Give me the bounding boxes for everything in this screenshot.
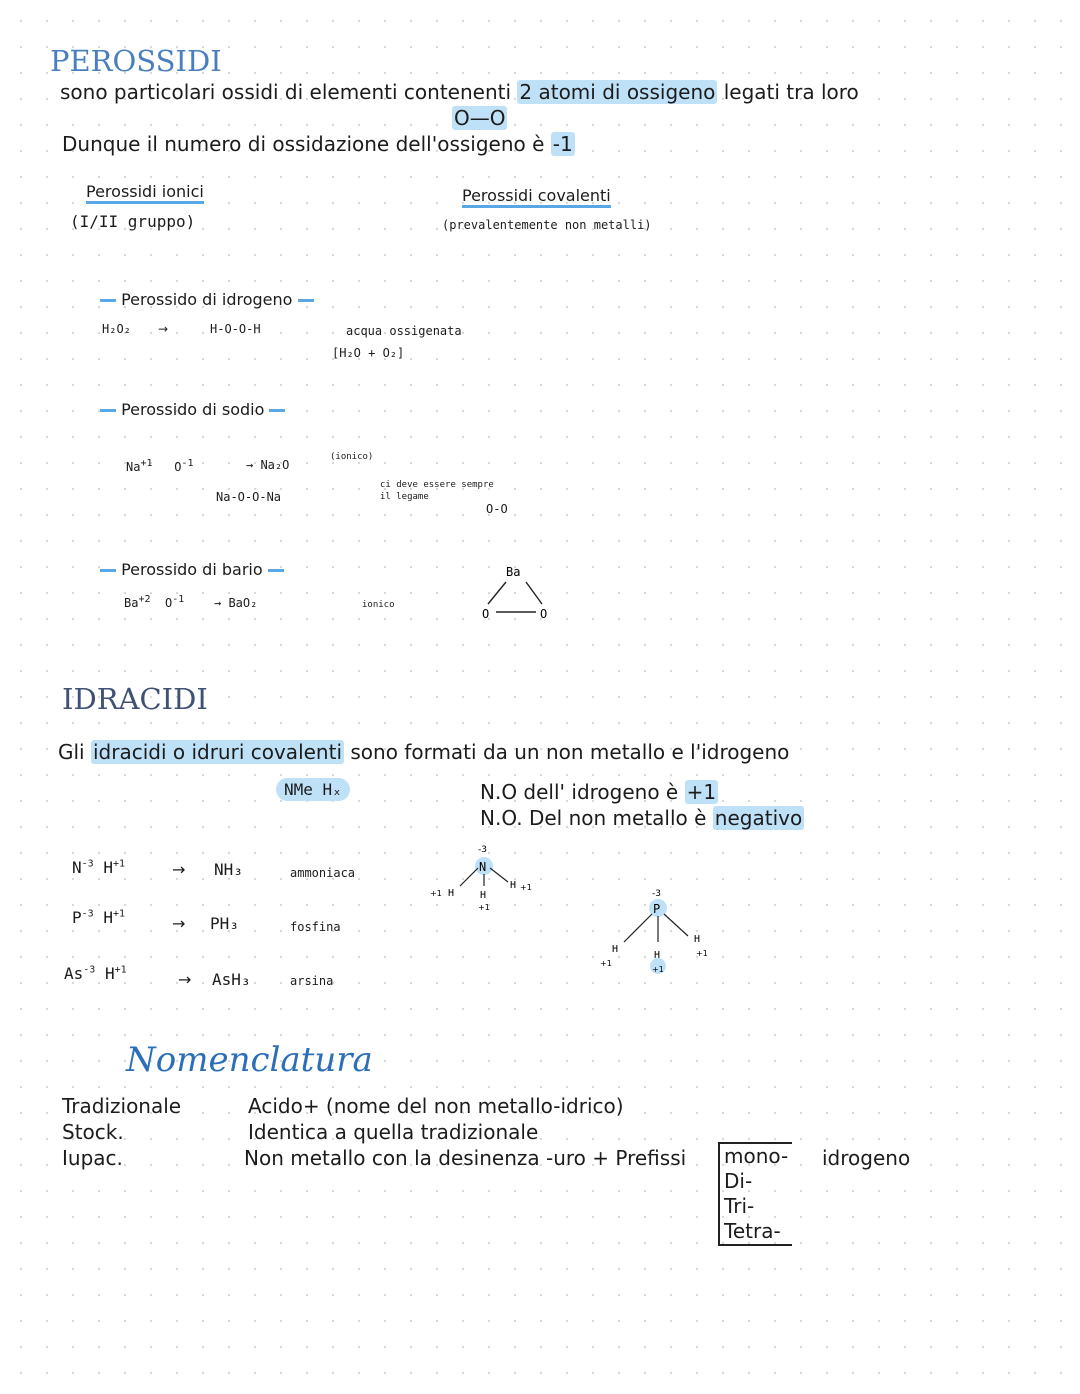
h2o2-note2: [H₂O + O₂]: [332, 346, 405, 360]
p-atom: P: [653, 902, 661, 916]
sodium-structure: Na-O-O-Na: [216, 490, 282, 504]
h2o2-note: acqua ossigenata: [346, 324, 462, 338]
definition-text-end: legati tra loro: [717, 80, 859, 104]
arsine-name: arsina: [290, 974, 334, 988]
n-atom: N: [479, 860, 487, 874]
prefix-item: Tri-: [724, 1194, 755, 1218]
nomenclature-label-iupac: Iupac.: [62, 1146, 123, 1170]
h2o2-formula: H₂O₂: [102, 322, 131, 336]
phosphine-formula: PH₃: [210, 914, 239, 933]
perossidi-definition: [60, 80, 859, 104]
idracidi-definition: Gli idracidi o idruri covalenti sono formati da un non metallo e l'idrogeno: [58, 740, 790, 764]
ph3-structure: [590, 880, 730, 980]
definition-highlight: 2 atomi di ossigeno: [519, 80, 716, 104]
dash-icon: [298, 299, 314, 302]
ammonia-formula: NH₃: [214, 860, 243, 879]
phosphine-name: fosfina: [290, 920, 341, 934]
sodium-formula: → Na₂O: [246, 458, 290, 472]
svg-text:+1: +1: [520, 883, 532, 892]
svg-text:+1: +1: [652, 965, 664, 974]
sodium-bond: O-O: [486, 502, 508, 516]
ionic-group: (I/II gruppo): [70, 212, 196, 231]
no-nonmetal: N.O. Del non metallo è negativo: [480, 806, 803, 830]
sodium-type: (ionico): [330, 452, 374, 462]
arrow-icon: →: [178, 970, 192, 989]
prefix-item: Tetra-: [724, 1219, 781, 1243]
barium-formula: → BaO₂: [214, 596, 258, 610]
no-hydrogen: N.O dell' idrogeno è +1: [480, 780, 717, 804]
sodium-peroxide-label: Perossido di sodio: [100, 400, 285, 419]
row-ammonia: $N^{-3}$ $H^{+1}$: [72, 858, 126, 877]
svg-text:H: H: [654, 950, 661, 961]
svg-text:+1: +1: [430, 889, 442, 898]
nomenclature-label-traditional: Tradizionale: [62, 1094, 182, 1118]
hydrogen-peroxide-label: Perossido di idrogeno: [100, 290, 314, 309]
idrogeno-suffix: idrogeno: [822, 1146, 911, 1170]
ionic-heading: Perossidi ionici: [86, 182, 204, 204]
svg-text:+1: +1: [600, 959, 612, 968]
oo-bond: O—O: [454, 106, 506, 130]
nh3-structure: [420, 838, 550, 918]
ammonia-name: ammoniaca: [290, 866, 356, 880]
dash-icon: [269, 409, 285, 412]
nomenclature-value-stock: Identica a quella tradizionale: [248, 1120, 539, 1144]
sodium-ion: $Na^{+1}$ $O^{-1}$: [126, 458, 194, 474]
prefix-item: mono-: [724, 1144, 789, 1168]
dash-icon: [100, 569, 116, 572]
arsine-formula: AsH₃: [212, 970, 251, 989]
tri-left: O: [482, 607, 490, 621]
prefix-list: [718, 1142, 792, 1246]
oxidation-value: -1: [552, 132, 573, 156]
tri-right: O: [540, 607, 548, 621]
svg-text:+1: +1: [478, 903, 490, 912]
general-formula: NMe Hₓ: [276, 780, 350, 799]
svg-text:H: H: [480, 890, 487, 901]
row-arsine: $As^{-3}$ $H^{+1}$: [64, 964, 127, 983]
barium-ion: $Ba^{+2}$ $O^{-1}$: [124, 594, 185, 610]
svg-text:H: H: [448, 888, 455, 899]
arrow-icon: →: [158, 322, 169, 336]
svg-text:H: H: [694, 934, 701, 945]
oxidation-statement: Dunque il numero di ossidazione dell'ossigeno è -1: [62, 132, 573, 156]
n-ox: -3: [478, 845, 487, 855]
covalent-heading: Perossidi covalenti: [462, 186, 611, 208]
dash-icon: [100, 409, 116, 412]
nomenclature-label-stock: Stock.: [62, 1120, 124, 1144]
nomenclatura-title: Nomenclatura: [126, 1040, 373, 1080]
arrow-icon: →: [172, 860, 186, 879]
dash-icon: [100, 299, 116, 302]
p-ox: -3: [652, 889, 661, 899]
sodium-note2: il legame: [380, 492, 429, 502]
svg-text:+1: +1: [696, 949, 708, 958]
svg-text:H: H: [612, 944, 619, 955]
nomenclature-value-traditional: Acido+ (nome del non metallo-idrico): [248, 1094, 624, 1118]
definition-text: sono particolari ossidi di elementi contenenti: [60, 80, 518, 104]
row-phosphine: $P^{-3}$ $H^{+1}$: [72, 908, 126, 927]
covalent-note: (prevalentemente non metalli): [442, 218, 652, 232]
prefix-item: Di-: [724, 1169, 753, 1193]
barium-peroxide-label: Perossido di bario: [100, 560, 284, 579]
sodium-note1: ci deve essere sempre: [380, 480, 494, 490]
tri-top: Ba: [506, 565, 521, 579]
nomenclature-value-iupac: Non metallo con la desinenza -uro + Prefissi: [244, 1146, 687, 1170]
perossidi-title: PEROSSIDI: [50, 44, 222, 78]
svg-text:H: H: [510, 880, 517, 891]
idracidi-title: IDRACIDI: [62, 682, 208, 716]
barium-type: ionico: [362, 600, 395, 610]
definition-highlight: idracidi o idruri covalenti: [92, 740, 343, 764]
h2o2-structure: H-O-O-H: [210, 322, 261, 336]
dash-icon: [268, 569, 284, 572]
arrow-icon: →: [172, 914, 186, 933]
barium-triangle: [470, 558, 570, 628]
